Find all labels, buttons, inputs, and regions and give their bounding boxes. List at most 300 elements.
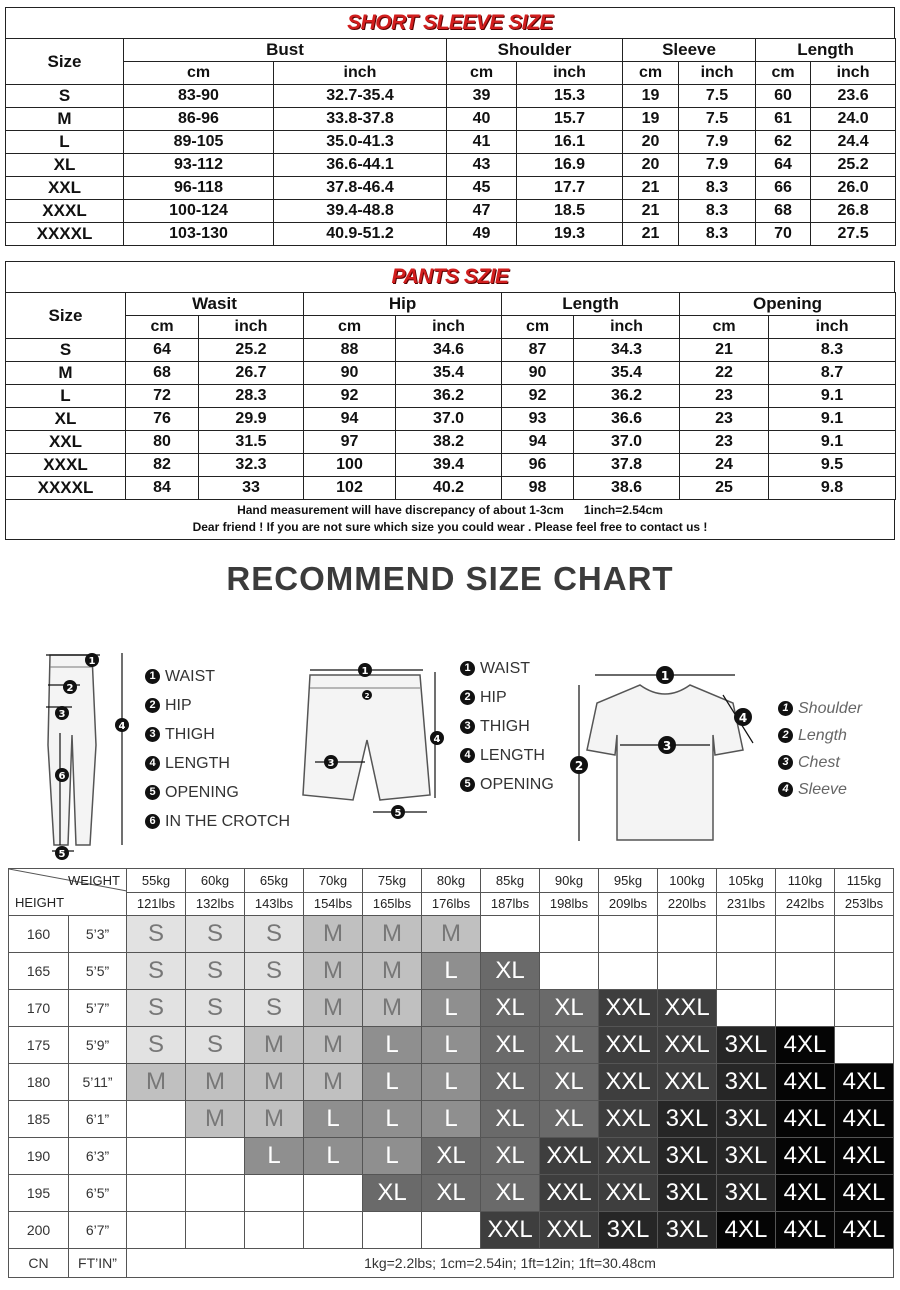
height-ft: 5’3” bbox=[69, 916, 127, 953]
weight-lbs-header: 253lbs bbox=[835, 892, 894, 916]
size-recommendation-cell: M bbox=[304, 1064, 363, 1101]
value-cell: 82 bbox=[126, 454, 199, 477]
height-cm: 175 bbox=[9, 1027, 69, 1064]
weight-label: WEIGHT bbox=[68, 873, 120, 888]
size-header: Size bbox=[6, 293, 126, 339]
size-recommendation-cell: L bbox=[422, 1027, 481, 1064]
size-recommendation-cell: 3XL bbox=[658, 1175, 717, 1212]
height-ft: 6’5” bbox=[69, 1175, 127, 1212]
value-cell: 66 bbox=[756, 177, 811, 200]
size-recommendation-cell: XXL bbox=[599, 1027, 658, 1064]
value-cell: 60 bbox=[756, 85, 811, 108]
value-cell: 21 bbox=[623, 177, 679, 200]
weight-lbs-header: 143lbs bbox=[245, 892, 304, 916]
value-cell: 7.9 bbox=[679, 131, 756, 154]
size-recommendation-cell: 4XL bbox=[776, 1175, 835, 1212]
value-cell: 23.6 bbox=[811, 85, 896, 108]
value-cell: 15.7 bbox=[517, 108, 623, 131]
value-cell: 24.4 bbox=[811, 131, 896, 154]
value-cell: 33.8-37.8 bbox=[274, 108, 447, 131]
footer-row bbox=[9, 1249, 894, 1278]
size-recommendation-cell: XXL bbox=[599, 990, 658, 1027]
size-recommendation-cell: L bbox=[363, 1027, 422, 1064]
weight-lbs-header: 187lbs bbox=[481, 892, 540, 916]
value-cell: 23 bbox=[680, 408, 769, 431]
value-cell: 20 bbox=[623, 154, 679, 177]
value-cell: 100-124 bbox=[124, 200, 274, 223]
length-header: Length bbox=[756, 39, 896, 62]
legend-opening: 5 OPENING bbox=[460, 770, 554, 799]
legend-shoulder: 1 Shoulder bbox=[778, 695, 862, 722]
value-cell: 39.4-48.8 bbox=[274, 200, 447, 223]
unit-header: inch bbox=[811, 62, 896, 85]
size-recommendation-cell: L bbox=[422, 1101, 481, 1138]
value-cell: 39 bbox=[447, 85, 517, 108]
unit-header: inch bbox=[679, 62, 756, 85]
value-cell: 61 bbox=[756, 108, 811, 131]
size-recommendation-cell: M bbox=[304, 990, 363, 1027]
height-cm: 165 bbox=[9, 953, 69, 990]
short-sleeve-size-section bbox=[5, 7, 895, 246]
unit-header: inch bbox=[517, 62, 623, 85]
height-cm: 170 bbox=[9, 990, 69, 1027]
height-row bbox=[9, 990, 894, 1027]
value-cell: 26.8 bbox=[811, 200, 896, 223]
size-recommendation-cell: S bbox=[127, 1027, 186, 1064]
size-recommendation-cell: L bbox=[363, 1138, 422, 1175]
size-recommendation-cell: M bbox=[186, 1064, 245, 1101]
measurement-note-line1: Hand measurement will have discrepancy of about 1-3cm 1inch=2.54cm bbox=[237, 503, 663, 517]
value-cell: 41 bbox=[447, 131, 517, 154]
value-cell: 19 bbox=[623, 85, 679, 108]
value-cell: 33 bbox=[199, 477, 304, 500]
size-row bbox=[6, 154, 896, 177]
value-cell: 7.5 bbox=[679, 85, 756, 108]
height-row bbox=[9, 1101, 894, 1138]
size-recommendation-cell: XXL bbox=[599, 1175, 658, 1212]
size-recommendation-cell bbox=[658, 953, 717, 990]
legend-sleeve: 4 Sleeve bbox=[778, 776, 862, 803]
value-cell: 72 bbox=[126, 385, 199, 408]
value-cell: 21 bbox=[680, 339, 769, 362]
size-cell: S bbox=[6, 339, 126, 362]
legend-waist: 1 WAIST bbox=[145, 662, 290, 691]
size-cell: XXXXL bbox=[6, 223, 124, 246]
value-cell: 34.6 bbox=[396, 339, 502, 362]
size-recommendation-cell: 4XL bbox=[776, 1138, 835, 1175]
height-ft: 6’1” bbox=[69, 1101, 127, 1138]
value-cell: 87 bbox=[502, 339, 574, 362]
legend-opening: 5 OPENING bbox=[145, 778, 290, 807]
size-recommendation-cell: M bbox=[304, 953, 363, 990]
size-row bbox=[6, 85, 896, 108]
size-recommendation-cell: M bbox=[245, 1027, 304, 1064]
value-cell: 32.7-35.4 bbox=[274, 85, 447, 108]
footer-ftin: FT’IN” bbox=[69, 1249, 127, 1278]
size-recommendation-cell: XL bbox=[540, 1027, 599, 1064]
marker-2-icon bbox=[570, 756, 588, 774]
size-recommendation-cell bbox=[658, 916, 717, 953]
size-recommendation-cell: XXL bbox=[658, 990, 717, 1027]
svg-text:3: 3 bbox=[662, 739, 672, 753]
weight-kg-header: 65kg bbox=[245, 869, 304, 893]
svg-text:4: 4 bbox=[738, 711, 748, 725]
marker-2-icon bbox=[63, 680, 77, 694]
size-recommendation-cell: S bbox=[186, 990, 245, 1027]
value-cell: 70 bbox=[756, 223, 811, 246]
weight-kg-header: 70kg bbox=[304, 869, 363, 893]
value-cell: 37.0 bbox=[396, 408, 502, 431]
size-recommendation-cell bbox=[127, 1101, 186, 1138]
size-cell: XXXL bbox=[6, 454, 126, 477]
marker-3-icon bbox=[55, 706, 69, 720]
size-recommendation-cell bbox=[127, 1212, 186, 1249]
value-cell: 93-112 bbox=[124, 154, 274, 177]
size-recommendation-cell: 3XL bbox=[717, 1027, 776, 1064]
size-recommendation-cell: S bbox=[245, 953, 304, 990]
size-recommendation-cell bbox=[835, 1027, 894, 1064]
size-recommendation-cell: 4XL bbox=[776, 1027, 835, 1064]
measurement-note bbox=[5, 500, 895, 540]
value-cell: 24 bbox=[680, 454, 769, 477]
value-cell: 93 bbox=[502, 408, 574, 431]
weight-height-corner bbox=[9, 869, 127, 916]
height-row bbox=[9, 1064, 894, 1101]
legend-thigh: 3 THIGH bbox=[145, 720, 290, 749]
size-cell: XL bbox=[6, 154, 124, 177]
unit-header: inch bbox=[769, 316, 896, 339]
size-cell: XL bbox=[6, 408, 126, 431]
size-recommendation-cell bbox=[186, 1212, 245, 1249]
tshirt-drawing bbox=[565, 655, 775, 850]
value-cell: 49 bbox=[447, 223, 517, 246]
value-cell: 9.5 bbox=[769, 454, 896, 477]
size-recommendation-cell: 3XL bbox=[717, 1064, 776, 1101]
value-cell: 84 bbox=[126, 477, 199, 500]
unit-header: cm bbox=[502, 316, 574, 339]
size-recommendation-cell bbox=[717, 953, 776, 990]
size-cell: S bbox=[6, 85, 124, 108]
height-cm: 160 bbox=[9, 916, 69, 953]
short-sleeve-title: SHORT SLEEVE SIZE bbox=[5, 7, 895, 38]
unit-header: cm bbox=[126, 316, 199, 339]
size-recommendation-cell: XXL bbox=[599, 1101, 658, 1138]
value-cell: 97 bbox=[304, 431, 396, 454]
marker-1-icon bbox=[85, 653, 99, 667]
size-recommendation-cell: XL bbox=[481, 1027, 540, 1064]
weight-kg-header: 55kg bbox=[127, 869, 186, 893]
value-cell: 35.0-41.3 bbox=[274, 131, 447, 154]
size-recommendation-cell: M bbox=[363, 990, 422, 1027]
size-recommendation-cell: M bbox=[245, 1101, 304, 1138]
value-cell: 26.0 bbox=[811, 177, 896, 200]
value-cell: 29.9 bbox=[199, 408, 304, 431]
size-recommendation-cell: XL bbox=[481, 1175, 540, 1212]
svg-text:1: 1 bbox=[361, 666, 369, 677]
weight-lbs-header: 165lbs bbox=[363, 892, 422, 916]
marker-4-icon bbox=[734, 708, 752, 726]
value-cell: 8.3 bbox=[679, 177, 756, 200]
shorts-diagram bbox=[295, 650, 455, 865]
unit-header: inch bbox=[574, 316, 680, 339]
size-recommendation-cell bbox=[540, 953, 599, 990]
size-cell: XXL bbox=[6, 177, 124, 200]
marker-1-icon bbox=[358, 663, 372, 677]
tshirt-diagram bbox=[565, 655, 775, 870]
size-recommendation-cell: XL bbox=[363, 1175, 422, 1212]
size-recommendation-cell: L bbox=[422, 990, 481, 1027]
svg-text:2: 2 bbox=[364, 692, 370, 700]
size-recommendation-cell: S bbox=[245, 916, 304, 953]
height-cm: 180 bbox=[9, 1064, 69, 1101]
size-recommendation-cell: XXL bbox=[599, 1138, 658, 1175]
legend-crotch: 6 IN THE CROTCH bbox=[145, 807, 290, 836]
size-cell: XXL bbox=[6, 431, 126, 454]
value-cell: 27.5 bbox=[811, 223, 896, 246]
size-recommendation-table bbox=[8, 868, 894, 1278]
size-recommendation-cell bbox=[835, 953, 894, 990]
short-sleeve-size-table bbox=[5, 38, 896, 246]
size-row bbox=[6, 131, 896, 154]
size-recommendation-cell: M bbox=[245, 1064, 304, 1101]
size-recommendation-cell: XL bbox=[481, 953, 540, 990]
marker-3-icon bbox=[658, 736, 676, 754]
value-cell: 38.2 bbox=[396, 431, 502, 454]
value-cell: 39.4 bbox=[396, 454, 502, 477]
size-recommendation-cell: XL bbox=[540, 990, 599, 1027]
value-cell: 36.2 bbox=[396, 385, 502, 408]
value-cell: 89-105 bbox=[124, 131, 274, 154]
size-recommendation-cell bbox=[717, 990, 776, 1027]
size-row bbox=[6, 362, 896, 385]
value-cell: 17.7 bbox=[517, 177, 623, 200]
size-recommendation-cell: 4XL bbox=[835, 1175, 894, 1212]
value-cell: 36.6-44.1 bbox=[274, 154, 447, 177]
value-cell: 102 bbox=[304, 477, 396, 500]
value-cell: 88 bbox=[304, 339, 396, 362]
value-cell: 94 bbox=[304, 408, 396, 431]
height-ft: 5’11” bbox=[69, 1064, 127, 1101]
size-recommendation-cell: M bbox=[186, 1101, 245, 1138]
size-recommendation-cell: XXL bbox=[658, 1064, 717, 1101]
marker-6-icon bbox=[55, 768, 69, 782]
pants-title: PANTS SZIE bbox=[5, 261, 895, 292]
height-cm: 195 bbox=[9, 1175, 69, 1212]
value-cell: 40.9-51.2 bbox=[274, 223, 447, 246]
size-recommendation-cell: M bbox=[304, 1027, 363, 1064]
value-cell: 37.8-46.4 bbox=[274, 177, 447, 200]
size-recommendation-cell bbox=[835, 916, 894, 953]
weight-lbs-header: 242lbs bbox=[776, 892, 835, 916]
size-recommendation-cell: XXL bbox=[599, 1064, 658, 1101]
size-cell: XXXL bbox=[6, 200, 124, 223]
weight-lbs-header: 220lbs bbox=[658, 892, 717, 916]
value-cell: 18.5 bbox=[517, 200, 623, 223]
value-cell: 47 bbox=[447, 200, 517, 223]
size-recommendation-cell bbox=[245, 1175, 304, 1212]
marker-5-icon bbox=[391, 805, 405, 819]
weight-kg-header: 80kg bbox=[422, 869, 481, 893]
size-recommendation-cell: M bbox=[304, 916, 363, 953]
svg-text:6: 6 bbox=[58, 771, 66, 782]
svg-text:1: 1 bbox=[88, 656, 96, 667]
value-cell: 21 bbox=[623, 200, 679, 223]
value-cell: 35.4 bbox=[574, 362, 680, 385]
value-cell: 96 bbox=[502, 454, 574, 477]
value-cell: 16.1 bbox=[517, 131, 623, 154]
value-cell: 62 bbox=[756, 131, 811, 154]
hip-header: Hip bbox=[304, 293, 502, 316]
value-cell: 37.0 bbox=[574, 431, 680, 454]
size-recommendation-cell: XXL bbox=[658, 1027, 717, 1064]
value-cell: 22 bbox=[680, 362, 769, 385]
size-recommendation-cell: XXL bbox=[540, 1212, 599, 1249]
height-ft: 5’5” bbox=[69, 953, 127, 990]
size-recommendation-cell: 4XL bbox=[835, 1064, 894, 1101]
size-recommendation-cell: XL bbox=[422, 1138, 481, 1175]
value-cell: 100 bbox=[304, 454, 396, 477]
marker-1-icon bbox=[656, 666, 674, 684]
size-recommendation-cell: 3XL bbox=[658, 1212, 717, 1249]
svg-text:3: 3 bbox=[58, 709, 66, 720]
size-recommendation-cell bbox=[717, 916, 776, 953]
length-header: Length bbox=[502, 293, 680, 316]
size-recommendation-cell: M bbox=[127, 1064, 186, 1101]
value-cell: 19.3 bbox=[517, 223, 623, 246]
size-recommendation-cell: L bbox=[422, 1064, 481, 1101]
value-cell: 8.3 bbox=[769, 339, 896, 362]
weight-kg-header: 85kg bbox=[481, 869, 540, 893]
opening-header: Opening bbox=[680, 293, 896, 316]
size-cell: M bbox=[6, 362, 126, 385]
value-cell: 36.2 bbox=[574, 385, 680, 408]
height-row bbox=[9, 1212, 894, 1249]
value-cell: 23 bbox=[680, 431, 769, 454]
size-recommendation-cell: S bbox=[186, 953, 245, 990]
size-row bbox=[6, 177, 896, 200]
legend-thigh: 3 THIGH bbox=[460, 712, 554, 741]
size-recommendation-cell: XL bbox=[481, 990, 540, 1027]
size-recommendation-cell bbox=[599, 953, 658, 990]
value-cell: 68 bbox=[756, 200, 811, 223]
svg-text:2: 2 bbox=[574, 759, 584, 773]
height-cm: 185 bbox=[9, 1101, 69, 1138]
value-cell: 24.0 bbox=[811, 108, 896, 131]
marker-5-icon bbox=[55, 846, 69, 860]
size-row bbox=[6, 200, 896, 223]
size-recommendation-cell: XL bbox=[540, 1101, 599, 1138]
height-ft: 5’9” bbox=[69, 1027, 127, 1064]
unit-header: inch bbox=[274, 62, 447, 85]
value-cell: 35.4 bbox=[396, 362, 502, 385]
long-pants-drawing bbox=[10, 645, 140, 860]
marker-4-icon bbox=[430, 731, 444, 745]
value-cell: 34.3 bbox=[574, 339, 680, 362]
legend-length: 2 Length bbox=[778, 722, 862, 749]
legend-length: 4 LENGTH bbox=[460, 741, 554, 770]
height-row bbox=[9, 916, 894, 953]
size-recommendation-cell bbox=[599, 916, 658, 953]
pants-size-table bbox=[5, 292, 896, 500]
size-recommendation-cell bbox=[776, 916, 835, 953]
size-recommendation-cell: S bbox=[186, 1027, 245, 1064]
units-row bbox=[6, 316, 896, 339]
size-recommendation-cell: S bbox=[127, 916, 186, 953]
value-cell: 8.3 bbox=[679, 200, 756, 223]
marker-3-icon bbox=[324, 755, 338, 769]
value-cell: 25.2 bbox=[811, 154, 896, 177]
waist-header: Wasit bbox=[126, 293, 304, 316]
value-cell: 92 bbox=[304, 385, 396, 408]
size-cell: M bbox=[6, 108, 124, 131]
units-row bbox=[6, 62, 896, 85]
value-cell: 20 bbox=[623, 131, 679, 154]
size-recommendation-cell bbox=[540, 916, 599, 953]
value-cell: 19 bbox=[623, 108, 679, 131]
value-cell: 94 bbox=[502, 431, 574, 454]
size-recommendation-cell: L bbox=[363, 1101, 422, 1138]
size-recommendation-cell: XXL bbox=[481, 1212, 540, 1249]
value-cell: 40 bbox=[447, 108, 517, 131]
size-recommendation-cell: 3XL bbox=[717, 1101, 776, 1138]
size-recommendation-cell bbox=[776, 953, 835, 990]
measurement-note-line2: Dear friend ! If you are not sure which size you could wear . Please feel free to contact us ! bbox=[192, 520, 708, 534]
size-recommendation-cell: L bbox=[422, 953, 481, 990]
value-cell: 64 bbox=[756, 154, 811, 177]
value-cell: 90 bbox=[304, 362, 396, 385]
size-recommendation-cell: M bbox=[422, 916, 481, 953]
height-row bbox=[9, 953, 894, 990]
value-cell: 7.9 bbox=[679, 154, 756, 177]
recommend-size-grid bbox=[8, 868, 893, 1278]
weight-kg-header: 115kg bbox=[835, 869, 894, 893]
value-cell: 80 bbox=[126, 431, 199, 454]
size-recommendation-cell: 4XL bbox=[717, 1212, 776, 1249]
value-cell: 16.9 bbox=[517, 154, 623, 177]
size-recommendation-cell: L bbox=[304, 1101, 363, 1138]
size-recommendation-cell: 3XL bbox=[658, 1101, 717, 1138]
svg-text:3: 3 bbox=[327, 758, 335, 769]
shorts-drawing bbox=[295, 650, 455, 840]
weight-lbs-header: 198lbs bbox=[540, 892, 599, 916]
size-recommendation-cell: 3XL bbox=[599, 1212, 658, 1249]
size-recommendation-cell bbox=[363, 1212, 422, 1249]
size-recommendation-cell bbox=[245, 1212, 304, 1249]
weight-kg-header: 90kg bbox=[540, 869, 599, 893]
size-recommendation-cell: 3XL bbox=[717, 1138, 776, 1175]
value-cell: 15.3 bbox=[517, 85, 623, 108]
weight-lbs-header: 154lbs bbox=[304, 892, 363, 916]
value-cell: 31.5 bbox=[199, 431, 304, 454]
footer-cn: CN bbox=[9, 1249, 69, 1278]
marker-4-icon bbox=[115, 718, 129, 732]
size-recommendation-cell bbox=[127, 1138, 186, 1175]
weight-lbs-header: 132lbs bbox=[186, 892, 245, 916]
conversion-note: 1kg=2.2lbs; 1cm=2.54in; 1ft=12in; 1ft=30.48cm bbox=[127, 1249, 894, 1278]
shoulder-header: Shoulder bbox=[447, 39, 623, 62]
size-row bbox=[6, 223, 896, 246]
unit-header: cm bbox=[124, 62, 274, 85]
svg-text:2: 2 bbox=[66, 683, 74, 694]
unit-header: cm bbox=[623, 62, 679, 85]
unit-header: cm bbox=[680, 316, 769, 339]
value-cell: 98 bbox=[502, 477, 574, 500]
height-cm: 190 bbox=[9, 1138, 69, 1175]
value-cell: 38.6 bbox=[574, 477, 680, 500]
size-recommendation-cell: M bbox=[363, 916, 422, 953]
value-cell: 92 bbox=[502, 385, 574, 408]
legend-hip: 2 HIP bbox=[460, 683, 554, 712]
